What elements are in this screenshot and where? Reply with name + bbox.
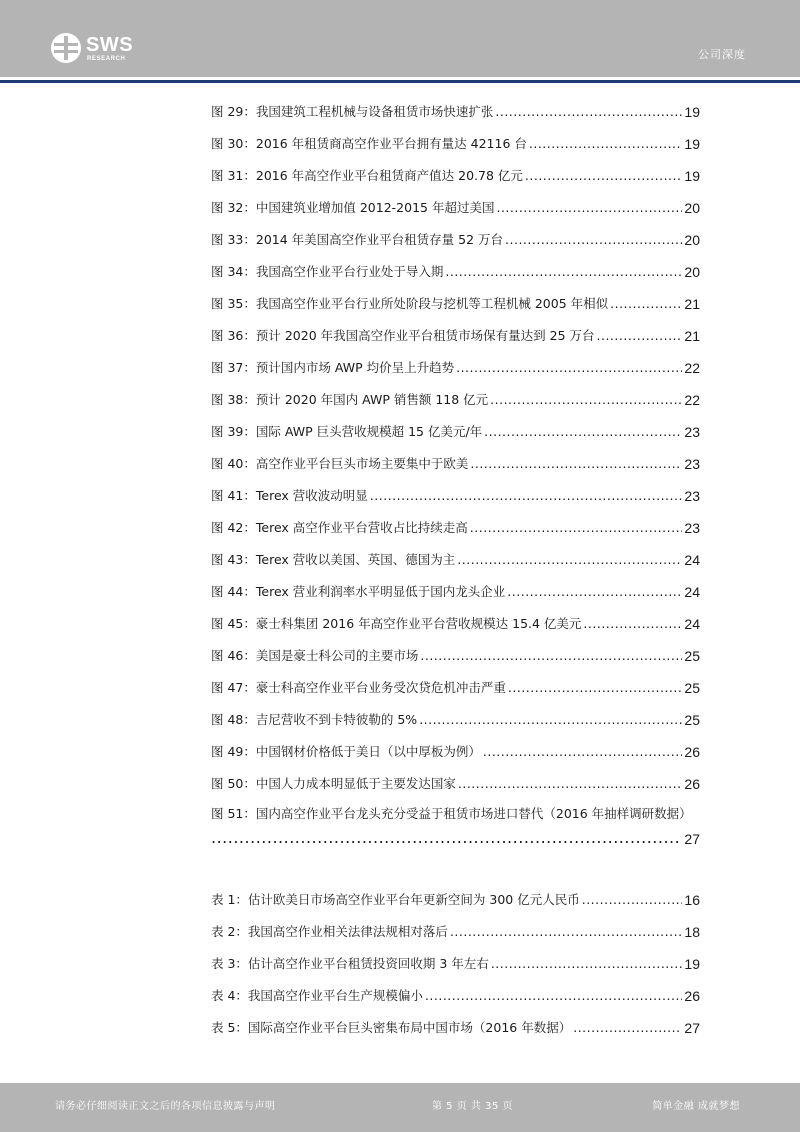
toc-entry-figure-17[interactable]	[211, 613, 700, 633]
toc-leader-dots	[456, 359, 682, 377]
toc-entry-page: 23	[684, 520, 700, 536]
toc-entry-label: 表 5：国际高空作业平台巨头密集布局中国市场（2016 年数据）	[211, 1020, 572, 1035]
toc-entry-page: 18	[684, 924, 700, 940]
toc-leader-dots	[529, 135, 682, 153]
toc-leader-dots	[458, 775, 682, 793]
toc-entry-page: 22	[684, 360, 700, 376]
toc-leader-dots	[525, 167, 682, 185]
toc-entry-figure-16[interactable]	[211, 581, 700, 601]
toc-leader-dots	[445, 263, 682, 281]
page-header	[0, 0, 800, 77]
toc-leader-dots	[490, 391, 682, 409]
toc-entry-figure-12[interactable]	[211, 453, 700, 473]
toc-leader-dots	[573, 1019, 682, 1037]
toc-entry-figure-7[interactable]	[211, 293, 700, 313]
toc-entry-figure-11[interactable]	[211, 421, 700, 441]
toc-entry-label: 图 35：我国高空作业平台行业所处阶段与挖机等工程机械 2005 年相似	[211, 296, 609, 311]
toc-entry-figure-2[interactable]	[211, 133, 700, 153]
toc-entry-table-5[interactable]	[211, 1017, 700, 1037]
toc-entry-label: 图 48：吉尼营收不到卡特彼勒的 5%	[211, 712, 418, 727]
toc-entry-figure-14[interactable]	[211, 517, 700, 537]
toc-entry-table-2[interactable]	[211, 921, 700, 941]
toc-entry-figure-51-leader	[211, 827, 700, 847]
toc-entry-figure-3[interactable]	[211, 165, 700, 185]
toc-entry-figure-8[interactable]	[211, 325, 700, 345]
toc-entry-figure-5[interactable]	[211, 229, 700, 249]
toc-entry-label: 表 1：估计欧美日市场高空作业平台年更新空间为 300 亿元人民币	[211, 892, 580, 907]
toc-leader-dots	[483, 743, 682, 761]
report-type-title: 公司深度	[698, 48, 746, 61]
slogan: 简单金融 成就梦想	[652, 1101, 740, 1112]
toc-entry-table-3[interactable]	[211, 953, 700, 973]
toc-entry-label: 图 30：2016 年租赁商高空作业平台拥有量达 42116 台	[211, 136, 527, 151]
toc-entry-page: 19	[684, 956, 700, 972]
toc-entry-label: 图 38：预计 2020 年国内 AWP 销售额 118 亿元	[211, 392, 489, 407]
toc-entry-page: 27	[684, 831, 700, 847]
toc-entry-figure-19[interactable]	[211, 677, 700, 697]
toc-entry-label: 图 37：预计国内市场 AWP 均价呈上升趋势	[211, 360, 455, 375]
toc-entry-label: 图 49：中国钢材价格低于美日（以中厚板为例）	[211, 744, 481, 759]
toc-entry-label: 图 29：我国建筑工程机械与设备租赁市场快速扩张	[211, 104, 494, 119]
toc-leader-dots	[582, 891, 682, 909]
toc-leader-dots	[610, 295, 682, 313]
toc-entry-label: 图 33：2014 年美国高空作业平台租赁存量 52 万台	[211, 232, 504, 247]
toc-entry-page: 25	[684, 712, 700, 728]
toc-entry-page: 23	[684, 456, 700, 472]
toc-entry-page: 27	[684, 1020, 700, 1036]
toc-entry-page: 25	[684, 648, 700, 664]
toc-entry-label: 图 50：中国人力成本明显低于主要发达国家	[211, 776, 456, 791]
toc-entry-page: 20	[684, 200, 700, 216]
toc-leader-dots	[457, 551, 682, 569]
logo-text: SWS	[86, 34, 134, 56]
toc-entry-label: 图 43：Terex 营收以美国、英国、德国为主	[211, 552, 456, 567]
toc-entry-label: 表 2：我国高空作业相关法律法规相对落后	[211, 924, 448, 939]
toc-entry-label: 图 39：国际 AWP 巨头营收规模超 15 亿美元/年	[211, 424, 483, 439]
toc-entry-table-4[interactable]	[211, 985, 700, 1005]
toc-entry-page: 26	[684, 776, 700, 792]
toc-entry-page: 23	[684, 424, 700, 440]
toc-entry-figure-13[interactable]	[211, 485, 700, 505]
toc-leader-dots	[419, 711, 682, 729]
toc-entry-page: 26	[684, 988, 700, 1004]
toc-entry-figure-15[interactable]	[211, 549, 700, 569]
toc-entry-label: 图 47：豪士科高空作业平台业务受次贷危机冲击严重	[211, 680, 506, 695]
toc-entry-page: 22	[684, 392, 700, 408]
toc-entry-figure-21[interactable]	[211, 741, 700, 761]
toc-leader-dots	[470, 455, 682, 473]
toc-entry-label: 图 46：美国是豪士科公司的主要市场	[211, 648, 419, 663]
toc-leader-dots	[491, 955, 682, 973]
toc-leader-dots	[507, 583, 682, 601]
toc-leader-dots	[484, 423, 682, 441]
toc-entry-page: 25	[684, 680, 700, 696]
toc-entry-page: 24	[684, 616, 700, 632]
toc-leader-dots	[425, 987, 682, 1005]
page-footer	[0, 1083, 800, 1132]
toc-entry-label: 图 31：2016 年高空作业平台租赁商产值达 20.78 亿元	[211, 168, 523, 183]
toc-entry-figure-4[interactable]	[211, 197, 700, 217]
toc-leader-dots	[420, 647, 682, 665]
toc-entry-page: 20	[684, 264, 700, 280]
toc-leader-dots	[470, 519, 682, 537]
toc-leader-dots	[508, 679, 682, 697]
toc-entry-label: 图 32：中国建筑业增加值 2012-2015 年超过美国	[211, 200, 495, 215]
toc-entry-page: 23	[684, 488, 700, 504]
toc-entry-label: 图 41：Terex 营收波动明显	[211, 488, 368, 503]
toc-entry-figure-20[interactable]	[211, 709, 700, 729]
toc-leader-dots	[450, 923, 682, 941]
toc-entry-page: 19	[684, 104, 700, 120]
toc-entry-figure-51[interactable]	[211, 805, 700, 823]
toc-leader-dots	[496, 199, 682, 217]
logo-subtext: RESEARCH	[87, 56, 126, 62]
toc-entry-label: 图 34：我国高空作业平台行业处于导入期	[211, 264, 444, 279]
toc-entry-label: 图 51：国内高空作业平台龙头充分受益于租赁市场进口替代（2016 年抽样调研数据）	[211, 806, 692, 821]
header-divider	[0, 80, 800, 83]
toc-leader-dots	[370, 487, 682, 505]
toc-entry-page: 19	[684, 168, 700, 184]
toc-entry-label: 图 44：Terex 营业利润率水平明显低于国内龙头企业	[211, 584, 506, 599]
toc-entry-figure-18[interactable]	[211, 645, 700, 665]
toc-leader-dots	[583, 615, 682, 633]
toc-entry-label: 表 4：我国高空作业平台生产规模偏小	[211, 988, 423, 1003]
toc-entry-figure-10[interactable]	[211, 389, 700, 409]
toc-entry-page: 19	[684, 136, 700, 152]
toc-leader-dots	[505, 231, 682, 249]
toc-entry-figure-1[interactable]	[211, 101, 700, 121]
sws-logo	[50, 32, 140, 66]
toc-entry-label: 图 40：高空作业平台巨头市场主要集中于欧美	[211, 456, 469, 471]
toc-entry-figure-6[interactable]	[211, 261, 700, 281]
toc-entry-page: 16	[684, 892, 700, 908]
toc-entry-label: 图 42：Terex 高空作业平台营收占比持续走高	[211, 520, 468, 535]
toc-leader-dots	[495, 103, 682, 121]
page-number: 第 5 页 共 35 页	[432, 1101, 513, 1112]
sws-logo-icon	[50, 32, 82, 64]
toc-entry-page: 21	[684, 296, 700, 312]
toc-entry-figure-9[interactable]	[211, 357, 700, 377]
toc-entry-page: 24	[684, 584, 700, 600]
toc-entry-page: 24	[684, 552, 700, 568]
toc-entry-table-1[interactable]	[211, 889, 700, 909]
toc-entry-label: 图 45：豪士科集团 2016 年高空作业平台营收规模达 15.4 亿美元	[211, 616, 582, 631]
toc-entry-page: 20	[684, 232, 700, 248]
toc-entry-figure-22[interactable]	[211, 773, 700, 793]
disclaimer-note: 请务必仔细阅读正文之后的各项信息披露与声明	[55, 1101, 276, 1112]
toc-entry-label: 图 36：预计 2020 年我国高空作业平台租赁市场保有量达到 25 万台	[211, 328, 595, 343]
toc-leader-dots	[597, 327, 683, 345]
toc-entry-page: 21	[684, 328, 700, 344]
toc-entry-label: 表 3：估计高空作业平台租赁投资回收期 3 年左右	[211, 956, 489, 971]
toc-entry-page: 26	[684, 744, 700, 760]
toc-leader-dots	[211, 828, 682, 847]
